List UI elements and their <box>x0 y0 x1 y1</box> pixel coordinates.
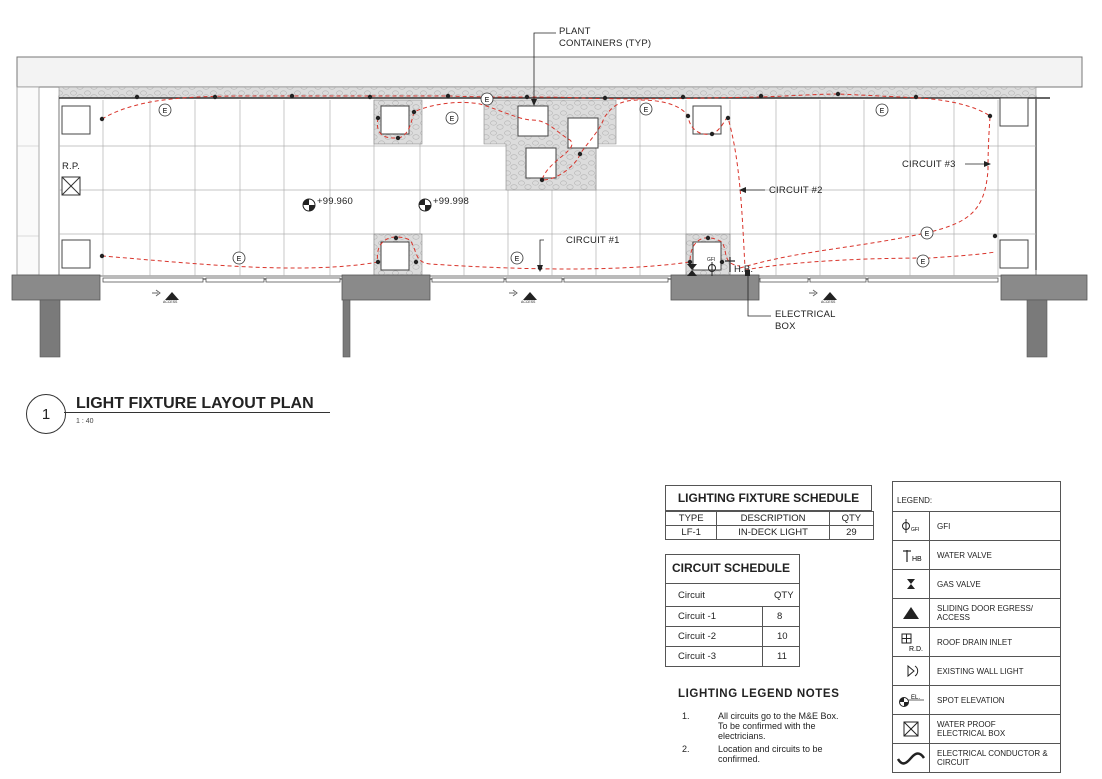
table-cell: 29 <box>829 526 873 540</box>
note-item <box>682 711 852 741</box>
existing-light-letter: E <box>449 116 455 123</box>
legend-title: LEGEND: <box>893 482 1060 512</box>
in-deck-light <box>710 132 714 136</box>
col-header: TYPE <box>666 512 717 526</box>
access-arrow-icon <box>152 290 160 296</box>
in-deck-light <box>100 117 104 121</box>
rp-electrical-box-icon <box>62 177 80 195</box>
in-deck-light <box>100 254 104 258</box>
in-deck-light <box>688 260 692 264</box>
note-number: 1. <box>682 711 690 721</box>
legend-row <box>893 657 1060 686</box>
in-deck-light <box>290 94 294 98</box>
existing-light-marker <box>640 103 652 115</box>
note-number: 2. <box>682 744 690 754</box>
col-header: QTY <box>829 512 873 526</box>
col-header: QTY <box>774 589 794 601</box>
legend-label: SPOT ELEVATION <box>937 695 1005 705</box>
drawing-title: LIGHT FIXTURE LAYOUT PLAN <box>76 395 314 412</box>
existing-light-letter: E <box>514 256 520 263</box>
title-underline <box>64 412 330 413</box>
access-marker <box>509 290 537 300</box>
in-deck-light <box>720 260 724 264</box>
gfi-symbol-text: GFI <box>911 527 920 533</box>
in-deck-light <box>394 236 398 240</box>
drawing-number-bubble: 1 <box>26 394 66 434</box>
note-text: Location and circuits to be confirmed. <box>718 744 823 764</box>
spot-elevation-icon <box>303 199 315 211</box>
rd-symbol-text: R.D. <box>909 646 923 652</box>
access-triangle-icon <box>165 292 179 300</box>
legend-label: ELECTRICAL CONDUCTOR & CIRCUIT <box>937 749 1048 767</box>
lighting-fixture-schedule <box>665 485 872 540</box>
legend-label: GAS VALVE <box>937 579 981 589</box>
circuit-schedule <box>665 554 800 667</box>
in-deck-light <box>681 95 685 99</box>
circuit-qty-cell: 8 <box>777 611 783 622</box>
existing-light-letter: E <box>920 259 926 266</box>
note-item <box>682 744 852 764</box>
drawing-scale: 1 : 40 <box>76 418 94 425</box>
table-cell: IN-DECK LIGHT <box>717 526 829 540</box>
el-symbol-text: EL. <box>911 695 921 701</box>
col-header: DESCRIPTION <box>717 512 829 526</box>
table-row <box>666 606 799 626</box>
in-deck-light <box>376 116 380 120</box>
legend-label: ROOF DRAIN INLET <box>937 637 1013 647</box>
sliding-door-tracks <box>103 278 998 282</box>
existing-light-marker <box>511 252 523 264</box>
conductor-icon <box>893 744 930 772</box>
gas-valve-icon <box>893 570 930 598</box>
spot-elevation-icon <box>419 199 431 211</box>
left-wall <box>17 87 39 275</box>
hb-symbol-text: HB <box>912 556 922 563</box>
gfi-label: GFI <box>707 257 716 263</box>
table-header-row <box>666 584 799 606</box>
existing-light-letter: E <box>924 231 930 238</box>
note-text: All circuits go to the M&E Box. To be confirmed with the electricians. <box>718 711 839 741</box>
in-deck-light <box>412 110 416 114</box>
existing-light-marker <box>159 104 171 116</box>
table-row <box>666 626 799 646</box>
circuit-1-label: CIRCUIT #1 <box>566 235 620 246</box>
lighting-notes-title: LIGHTING LEGEND NOTES <box>678 688 840 700</box>
in-deck-light <box>759 94 763 98</box>
existing-light-marker <box>876 104 888 116</box>
access-triangle-icon <box>893 599 930 627</box>
legend-label: EXISTING WALL LIGHT <box>937 666 1024 676</box>
legend-row <box>893 512 1060 541</box>
existing-light-letter: E <box>236 256 242 263</box>
legend-row <box>893 715 1060 744</box>
legend-row <box>893 744 1060 772</box>
table-row <box>666 646 799 666</box>
legend-label: WATER VALVE <box>937 550 992 560</box>
in-deck-light <box>578 152 582 156</box>
access-label: ACCESS <box>521 300 536 304</box>
spot-elevation-icon <box>893 686 930 714</box>
spot-elevation-label: +99.998 <box>433 196 470 207</box>
circuit-qty-cell: 11 <box>777 651 787 662</box>
existing-light-letter: E <box>162 108 168 115</box>
in-deck-light <box>914 95 918 99</box>
existing-light-letter: E <box>643 107 649 114</box>
in-deck-light <box>686 114 690 118</box>
circuit-schedule-title: CIRCUIT SCHEDULE <box>666 555 799 584</box>
in-deck-light <box>726 116 730 120</box>
gfi-icon <box>893 512 930 540</box>
circuit-name-cell: Circuit -2 <box>666 627 763 646</box>
existing-light-marker <box>921 227 933 239</box>
in-deck-light <box>525 95 529 99</box>
circuit-2-label: CIRCUIT #2 <box>769 185 823 196</box>
access-arrow-icon <box>509 290 517 296</box>
circuit-name-cell: Circuit -1 <box>666 607 763 626</box>
in-deck-light <box>414 260 418 264</box>
col-header: Circuit <box>678 589 705 601</box>
circuit-3-label: CIRCUIT #3 <box>902 159 956 170</box>
existing-light-marker <box>917 255 929 267</box>
legend-row <box>893 628 1060 657</box>
columns <box>40 300 1047 357</box>
legend-row <box>893 599 1060 628</box>
existing-light-letter: E <box>879 108 885 115</box>
legend-row <box>893 570 1060 599</box>
access-arrow-icon <box>809 290 817 296</box>
legend-label: SLIDING DOOR EGRESS/ ACCESS <box>937 604 1034 622</box>
spot-elevation-label: +99.960 <box>317 196 354 207</box>
electrical-box-icon <box>893 715 930 743</box>
circuit-name-cell: Circuit -3 <box>666 647 763 666</box>
in-deck-light <box>540 178 544 182</box>
existing-light-marker <box>446 112 458 124</box>
in-deck-light <box>376 260 380 264</box>
access-triangle-icon <box>523 292 537 300</box>
existing-light-letter: E <box>484 97 490 104</box>
in-deck-light <box>368 95 372 99</box>
legend-label: GFI <box>937 521 951 531</box>
legend-row <box>893 686 1060 715</box>
water-valve-icon <box>893 541 930 569</box>
roof-overhang <box>17 57 1082 87</box>
access-marker <box>809 290 837 300</box>
lighting-notes <box>682 711 852 764</box>
access-marker <box>152 290 179 300</box>
access-label: ACCESS <box>163 300 178 304</box>
circuit-qty-cell: 10 <box>777 631 788 642</box>
in-deck-light <box>836 92 840 96</box>
table-cell: LF-1 <box>666 526 717 540</box>
in-deck-light <box>446 94 450 98</box>
legend-label: WATER PROOF ELECTRICAL BOX <box>937 720 1006 738</box>
hose-bib-label: H.B. <box>734 264 754 275</box>
table-row <box>666 526 874 540</box>
legend-row <box>893 541 1060 570</box>
floor-plan-drawing <box>0 0 1102 370</box>
in-deck-light <box>603 96 607 100</box>
wall-light-icon <box>893 657 930 685</box>
access-label: ACCESS <box>821 300 836 304</box>
table-header-row <box>666 512 874 526</box>
in-deck-light <box>396 136 400 140</box>
existing-light-marker <box>233 252 245 264</box>
rp-label: R.P. <box>62 161 81 172</box>
access-triangle-icon <box>823 292 837 300</box>
fixture-schedule-title: LIGHTING FIXTURE SCHEDULE <box>665 485 872 511</box>
in-deck-light <box>706 236 710 240</box>
in-deck-light <box>213 95 217 99</box>
roof-drain-icon <box>893 628 930 656</box>
legend-box <box>892 481 1061 773</box>
plant-containers-callout: PLANT CONTAINERS (TYP) <box>559 26 652 49</box>
existing-light-marker <box>481 93 493 105</box>
electrical-box-callout: ELECTRICAL BOX <box>775 309 836 332</box>
in-deck-light <box>135 95 139 99</box>
in-deck-light <box>988 114 992 118</box>
in-deck-light <box>993 234 997 238</box>
